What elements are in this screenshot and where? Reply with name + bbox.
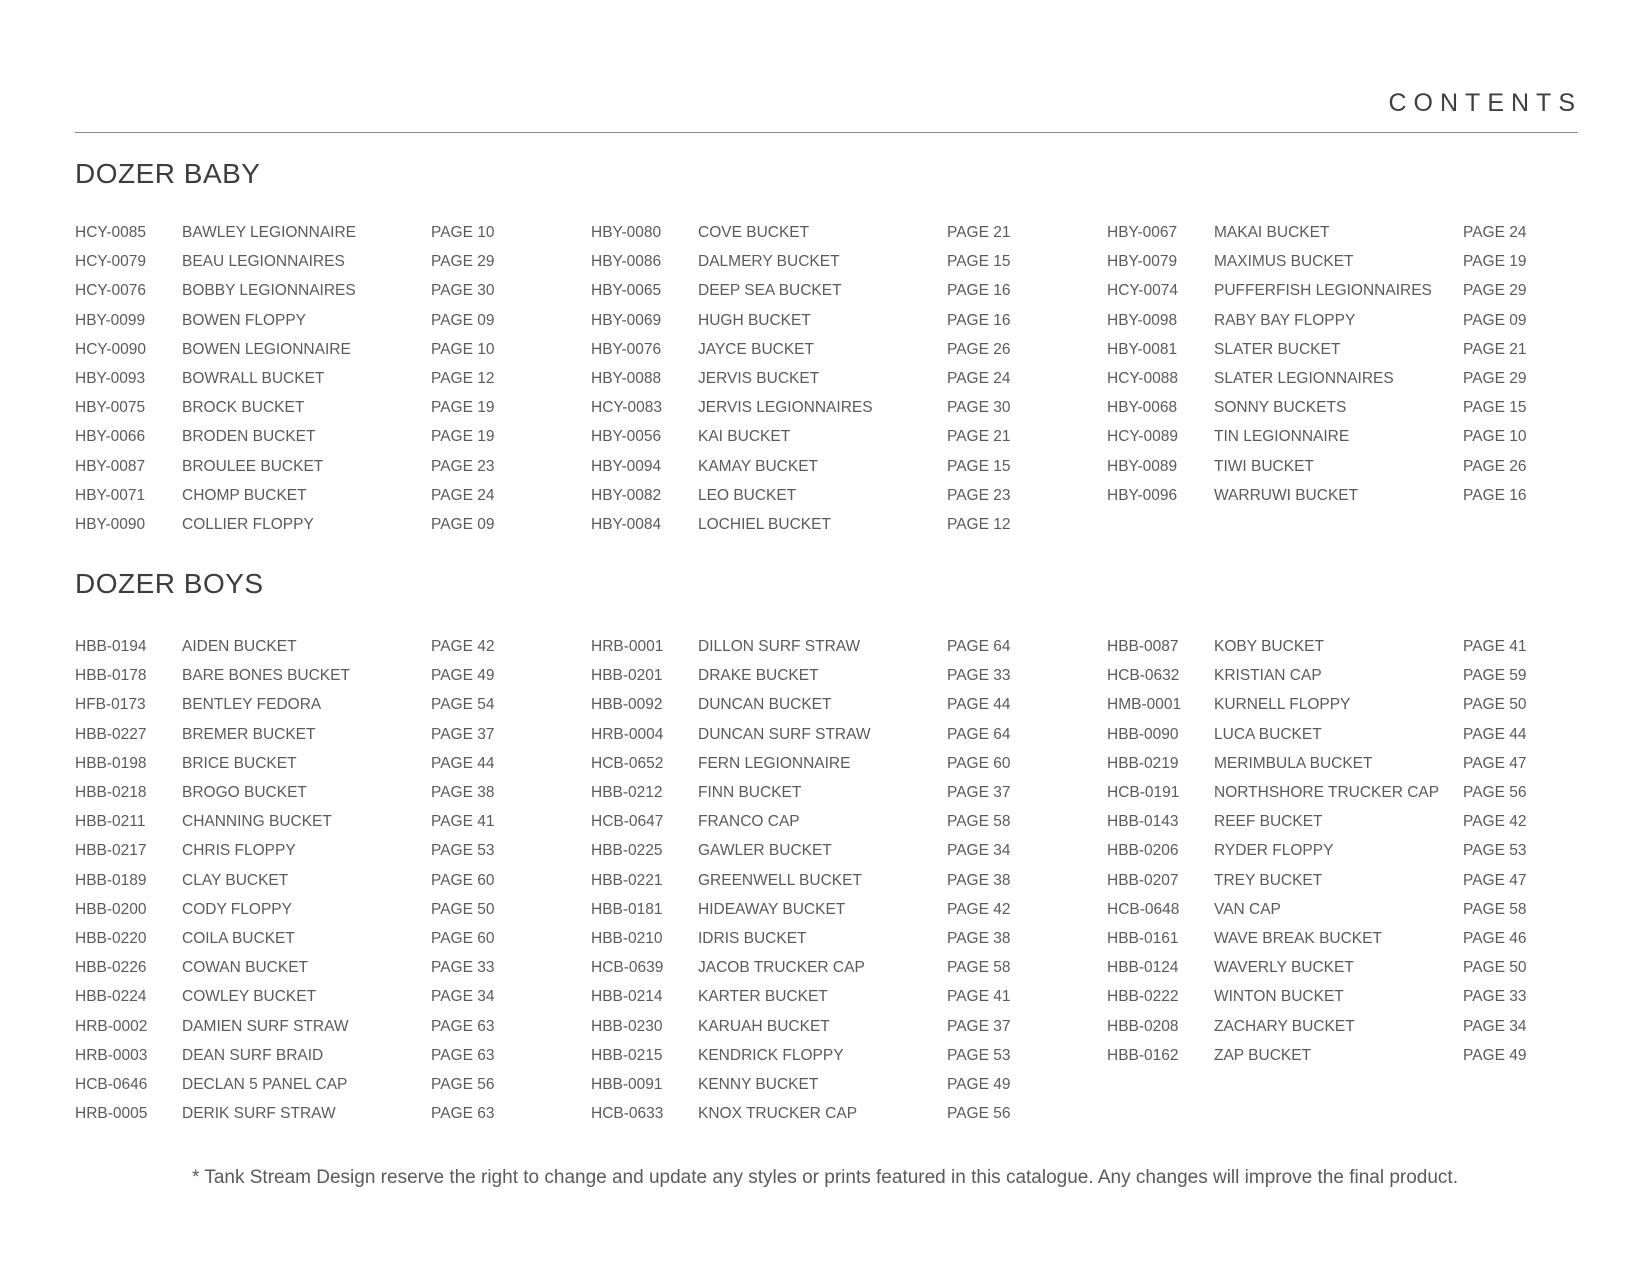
page-reference: PAGE 44	[1463, 725, 1527, 743]
page-reference: PAGE 38	[947, 871, 1011, 889]
product-code: HBY-0069	[591, 311, 662, 329]
product-code: HBB-0143	[1107, 813, 1179, 831]
product-code: HFB-0173	[75, 696, 146, 714]
product-code: HBB-0222	[1107, 988, 1179, 1006]
product-name: DRAKE BUCKET	[698, 667, 819, 685]
product-code: HBY-0065	[591, 282, 662, 300]
product-name: SLATER LEGIONNAIRES	[1214, 370, 1394, 387]
product-name: KENDRICK FLOPPY	[698, 1046, 844, 1064]
page-reference: PAGE 09	[431, 516, 495, 533]
product-code: HRB-0001	[591, 638, 664, 655]
product-code: HBB-0161	[1107, 930, 1179, 947]
product-code: HBY-0080	[591, 224, 662, 241]
product-code: HMB-0001	[1107, 696, 1182, 714]
page-title: CONTENTS	[1388, 89, 1582, 117]
product-name: WAVERLY BUCKET	[1214, 959, 1354, 977]
product-code: HBY-0068	[1107, 399, 1178, 417]
product-name: JERVIS LEGIONNAIRES	[698, 399, 873, 417]
product-name: MAXIMUS BUCKET	[1214, 253, 1354, 271]
product-code: HCY-0088	[1107, 370, 1178, 387]
product-name: BARE BONES BUCKET	[182, 667, 350, 685]
product-name: WARRUWI BUCKET	[1214, 486, 1359, 504]
page-reference: PAGE 44	[431, 754, 495, 772]
product-code: HCB-0191	[1107, 784, 1180, 801]
page-reference: PAGE 53	[1463, 842, 1527, 860]
product-name: KNOX TRUCKER CAP	[698, 1105, 858, 1123]
product-name: HIDEAWAY BUCKET	[698, 900, 846, 918]
product-name: DERIK SURF STRAW	[182, 1105, 336, 1123]
product-code: HCY-0089	[1107, 428, 1178, 446]
header-divider	[75, 132, 1578, 133]
section-title-dozer-baby: DOZER BABY	[75, 158, 261, 189]
page-reference: PAGE 29	[1463, 370, 1527, 387]
product-code: HBB-0221	[591, 871, 663, 889]
product-name: BREMER BUCKET	[182, 725, 316, 743]
page-reference: PAGE 12	[947, 516, 1011, 533]
product-code: HBB-0206	[1107, 842, 1179, 860]
product-code: HBB-0201	[591, 667, 663, 685]
page-reference: PAGE 19	[431, 428, 495, 446]
product-code: HBB-0217	[75, 842, 147, 860]
page-reference: PAGE 30	[947, 399, 1011, 417]
page-reference: PAGE 10	[1463, 428, 1527, 446]
product-code: HBB-0210	[591, 930, 663, 947]
page-reference: PAGE 41	[431, 813, 495, 831]
page-reference: PAGE 34	[431, 988, 495, 1006]
product-code: HBB-0090	[1107, 725, 1179, 743]
page-reference: PAGE 42	[947, 900, 1011, 918]
product-code: HBY-0081	[1107, 340, 1178, 358]
product-name: BOBBY LEGIONNAIRES	[182, 282, 356, 300]
page-reference: PAGE 29	[1463, 282, 1527, 300]
product-name: COLLIER FLOPPY	[182, 516, 314, 533]
page-reference: PAGE 21	[1463, 340, 1527, 358]
product-code: HBB-0189	[75, 871, 147, 889]
product-code: HBB-0087	[1107, 638, 1179, 655]
product-code: HBB-0220	[75, 930, 147, 947]
page-reference: PAGE 24	[1463, 224, 1527, 241]
product-code: HRB-0003	[75, 1046, 148, 1064]
page-reference: PAGE 44	[947, 696, 1011, 714]
product-name: GAWLER BUCKET	[698, 842, 832, 860]
product-name: BOWEN FLOPPY	[182, 311, 307, 329]
page-reference: PAGE 23	[431, 457, 495, 475]
page-reference: PAGE 38	[947, 930, 1011, 947]
page-reference: PAGE 49	[1463, 1046, 1527, 1064]
product-name: AIDEN BUCKET	[182, 638, 297, 655]
page-reference: PAGE 10	[431, 224, 495, 241]
product-code: HBB-0200	[75, 900, 147, 918]
product-code: HBB-0092	[591, 696, 663, 714]
product-name: DUNCAN SURF STRAW	[698, 725, 871, 743]
page-reference: PAGE 42	[1463, 813, 1527, 831]
page-reference: PAGE 47	[1463, 871, 1527, 889]
product-name: RYDER FLOPPY	[1214, 842, 1334, 860]
product-name: BROULEE BUCKET	[182, 457, 324, 475]
product-code: HCY-0076	[75, 282, 146, 300]
product-name: FRANCO CAP	[698, 813, 800, 831]
product-code: HCB-0647	[591, 813, 664, 831]
product-code: HBY-0094	[591, 457, 662, 475]
product-code: HCB-0648	[1107, 900, 1180, 918]
product-name: KRISTIAN CAP	[1214, 667, 1322, 685]
page-reference: PAGE 15	[947, 457, 1011, 475]
product-name: TREY BUCKET	[1214, 871, 1323, 889]
product-code: HBY-0079	[1107, 253, 1178, 271]
product-name: DILLON SURF STRAW	[698, 638, 861, 655]
product-code: HRB-0005	[75, 1105, 148, 1123]
product-name: CHRIS FLOPPY	[182, 842, 296, 860]
product-code: HCY-0090	[75, 340, 146, 358]
page-reference: PAGE 49	[947, 1076, 1011, 1093]
product-name: KOBY BUCKET	[1214, 638, 1324, 655]
product-code: HCB-0646	[75, 1076, 148, 1093]
product-name: BOWRALL BUCKET	[182, 370, 325, 387]
product-code: HCY-0085	[75, 224, 146, 241]
page-reference: PAGE 63	[431, 1105, 495, 1123]
page-reference: PAGE 12	[431, 370, 495, 387]
product-code: HBY-0075	[75, 399, 146, 417]
product-code: HBY-0090	[75, 516, 146, 533]
page-reference: PAGE 58	[1463, 900, 1527, 918]
product-name: JERVIS BUCKET	[698, 370, 820, 387]
page-reference: PAGE 23	[947, 486, 1011, 504]
page-reference: PAGE 42	[431, 638, 495, 655]
product-name: DAMIEN SURF STRAW	[182, 1017, 349, 1035]
product-name: JACOB TRUCKER CAP	[698, 959, 865, 977]
product-code: HBB-0194	[75, 638, 147, 655]
product-name: BRICE BUCKET	[182, 754, 297, 772]
page-reference: PAGE 10	[431, 340, 495, 358]
page-reference: PAGE 41	[1463, 638, 1527, 655]
product-name: KARTER BUCKET	[698, 988, 828, 1006]
page-reference: PAGE 21	[947, 428, 1011, 446]
page-reference: PAGE 54	[431, 696, 495, 714]
product-name: ZACHARY BUCKET	[1214, 1017, 1355, 1035]
product-name: TIWI BUCKET	[1214, 457, 1314, 475]
product-name: COWLEY BUCKET	[182, 988, 317, 1006]
product-code: HBB-0181	[591, 900, 663, 918]
page-reference: PAGE 53	[947, 1046, 1011, 1064]
page-reference: PAGE 29	[431, 253, 495, 271]
page-reference: PAGE 26	[947, 340, 1011, 358]
product-code: HRB-0002	[75, 1017, 148, 1035]
product-code: HBY-0056	[591, 428, 662, 446]
footnote: * Tank Stream Design reserve the right to change and update any styles or prints featured in this catalogue. Any changes will improve the final product.	[192, 1167, 1458, 1188]
product-name: MAKAI BUCKET	[1214, 224, 1330, 241]
product-name: PUFFERFISH LEGIONNAIRES	[1214, 282, 1432, 300]
page-reference: PAGE 16	[947, 282, 1011, 300]
product-code: HBB-0208	[1107, 1017, 1179, 1035]
product-code: HBY-0071	[75, 486, 146, 504]
page-reference: PAGE 30	[431, 282, 495, 300]
page-reference: PAGE 60	[947, 754, 1011, 772]
product-code: HBY-0086	[591, 253, 662, 271]
product-code: HBB-0218	[75, 784, 147, 801]
product-code: HCB-0632	[1107, 667, 1180, 685]
page-reference: PAGE 63	[431, 1046, 495, 1064]
product-name: LUCA BUCKET	[1214, 725, 1322, 743]
product-code: HBB-0227	[75, 725, 147, 743]
product-code: HBB-0219	[1107, 754, 1179, 772]
page-reference: PAGE 37	[947, 1017, 1011, 1035]
page-reference: PAGE 37	[947, 784, 1011, 801]
product-code: HBY-0082	[591, 486, 662, 504]
product-code: HBB-0091	[591, 1076, 663, 1093]
page-reference: PAGE 46	[1463, 930, 1527, 947]
product-name: CHANNING BUCKET	[182, 813, 332, 831]
product-name: LEO BUCKET	[698, 486, 797, 504]
product-code: HBY-0084	[591, 516, 662, 533]
page-reference: PAGE 09	[431, 311, 495, 329]
product-code: HBB-0214	[591, 988, 663, 1006]
product-code: HBY-0098	[1107, 311, 1178, 329]
product-code: HCB-0633	[591, 1105, 664, 1123]
product-code: HBY-0093	[75, 370, 146, 387]
page-reference: PAGE 50	[431, 900, 495, 918]
product-code: HRB-0004	[591, 725, 664, 743]
product-name: JAYCE BUCKET	[698, 340, 814, 358]
page-reference: PAGE 15	[947, 253, 1011, 271]
product-name: MERIMBULA BUCKET	[1214, 754, 1373, 772]
product-name: GREENWELL BUCKET	[698, 871, 862, 889]
page-reference: PAGE 60	[431, 930, 495, 947]
product-code: HBB-0162	[1107, 1046, 1179, 1064]
page-reference: PAGE 64	[947, 725, 1011, 743]
product-name: DEAN SURF BRAID	[182, 1046, 324, 1064]
page-reference: PAGE 24	[431, 486, 495, 504]
product-name: DALMERY BUCKET	[698, 253, 840, 271]
page-reference: PAGE 50	[1463, 959, 1527, 977]
page-reference: PAGE 58	[947, 813, 1011, 831]
product-name: IDRIS BUCKET	[698, 930, 807, 947]
product-code: HBB-0226	[75, 959, 147, 977]
page-reference: PAGE 33	[431, 959, 495, 977]
product-name: WAVE BREAK BUCKET	[1214, 930, 1382, 947]
product-name: ZAP BUCKET	[1214, 1046, 1312, 1064]
product-code: HBB-0211	[75, 813, 146, 831]
product-name: FERN LEGIONNAIRE	[698, 754, 851, 772]
page-reference: PAGE 19	[1463, 253, 1527, 271]
product-name: REEF BUCKET	[1214, 813, 1323, 831]
page-reference: PAGE 56	[947, 1105, 1011, 1123]
page-reference: PAGE 50	[1463, 696, 1527, 714]
product-name: COVE BUCKET	[698, 224, 810, 241]
product-code: HBB-0207	[1107, 871, 1179, 889]
page-reference: PAGE 16	[947, 311, 1011, 329]
page-reference: PAGE 21	[947, 224, 1011, 241]
product-name: COILA BUCKET	[182, 930, 295, 947]
page-reference: PAGE 34	[1463, 1017, 1527, 1035]
product-name: BENTLEY FEDORA	[182, 696, 322, 714]
product-name: HUGH BUCKET	[698, 311, 811, 329]
page-reference: PAGE 33	[947, 667, 1011, 685]
product-name: WINTON BUCKET	[1214, 988, 1344, 1006]
product-name: RABY BAY FLOPPY	[1214, 311, 1356, 329]
product-name: CLAY BUCKET	[182, 871, 289, 889]
product-name: CHOMP BUCKET	[182, 486, 307, 504]
page-reference: PAGE 33	[1463, 988, 1527, 1006]
product-code: HBB-0215	[591, 1046, 663, 1064]
product-name: DEEP SEA BUCKET	[698, 282, 842, 300]
product-name: KURNELL FLOPPY	[1214, 696, 1351, 714]
product-code: HBY-0096	[1107, 486, 1178, 504]
product-name: VAN CAP	[1214, 900, 1281, 918]
page-reference: PAGE 26	[1463, 457, 1527, 475]
page-reference: PAGE 59	[1463, 667, 1527, 685]
product-name: KENNY BUCKET	[698, 1076, 819, 1093]
page-reference: PAGE 60	[431, 871, 495, 889]
product-name: NORTHSHORE TRUCKER CAP	[1214, 784, 1440, 801]
product-code: HBY-0076	[591, 340, 662, 358]
product-name: BOWEN LEGIONNAIRE	[182, 340, 351, 358]
product-name: FINN BUCKET	[698, 784, 802, 801]
product-name: KAI BUCKET	[698, 428, 791, 446]
section-title-dozer-boys: DOZER BOYS	[75, 568, 264, 599]
product-name: KAMAY BUCKET	[698, 457, 819, 475]
product-name: SLATER BUCKET	[1214, 340, 1341, 358]
product-name: CODY FLOPPY	[182, 900, 292, 918]
product-name: LOCHIEL BUCKET	[698, 516, 831, 533]
product-code: HBB-0178	[75, 667, 147, 685]
product-name: BROCK BUCKET	[182, 399, 305, 417]
product-name: DUNCAN BUCKET	[698, 696, 832, 714]
product-name: KARUAH BUCKET	[698, 1017, 830, 1035]
product-name: SONNY BUCKETS	[1214, 399, 1347, 417]
page-reference: PAGE 09	[1463, 311, 1527, 329]
product-code: HCB-0639	[591, 959, 664, 977]
page-reference: PAGE 58	[947, 959, 1011, 977]
page-reference: PAGE 16	[1463, 486, 1527, 504]
product-name: TIN LEGIONNAIRE	[1214, 428, 1350, 446]
product-code: HBB-0212	[591, 784, 663, 801]
page-reference: PAGE 49	[431, 667, 495, 685]
product-code: HBB-0198	[75, 754, 147, 772]
product-code: HCY-0083	[591, 399, 662, 417]
product-name: BROGO BUCKET	[182, 784, 307, 801]
product-code: HBY-0099	[75, 311, 146, 329]
product-name: COWAN BUCKET	[182, 959, 309, 977]
product-code: HBB-0230	[591, 1017, 663, 1035]
product-code: HBB-0124	[1107, 959, 1179, 977]
product-code: HBY-0066	[75, 428, 146, 446]
page-reference: PAGE 37	[431, 725, 495, 743]
product-code: HBY-0088	[591, 370, 662, 387]
page-reference: PAGE 63	[431, 1017, 495, 1035]
page-reference: PAGE 53	[431, 842, 495, 860]
page-reference: PAGE 38	[431, 784, 495, 801]
product-code: HBB-0224	[75, 988, 147, 1006]
page-reference: PAGE 47	[1463, 754, 1527, 772]
page-reference: PAGE 34	[947, 842, 1011, 860]
product-code: HBB-0225	[591, 842, 663, 860]
product-name: BAWLEY LEGIONNAIRE	[182, 224, 356, 241]
product-code: HBY-0087	[75, 457, 146, 475]
product-code: HCY-0079	[75, 253, 146, 271]
product-code: HBY-0089	[1107, 457, 1178, 475]
product-code: HBY-0067	[1107, 224, 1178, 241]
product-code: HCY-0074	[1107, 282, 1178, 300]
page-reference: PAGE 15	[1463, 399, 1527, 417]
page-reference: PAGE 64	[947, 638, 1011, 655]
product-name: BEAU LEGIONNAIRES	[182, 253, 345, 271]
page-reference: PAGE 41	[947, 988, 1011, 1006]
product-code: HCB-0652	[591, 754, 664, 772]
product-name: BRODEN BUCKET	[182, 428, 316, 446]
page-reference: PAGE 24	[947, 370, 1011, 387]
page-reference: PAGE 56	[1463, 784, 1527, 801]
product-name: DECLAN 5 PANEL CAP	[182, 1076, 348, 1093]
page-reference: PAGE 19	[431, 399, 495, 417]
page-reference: PAGE 56	[431, 1076, 495, 1093]
